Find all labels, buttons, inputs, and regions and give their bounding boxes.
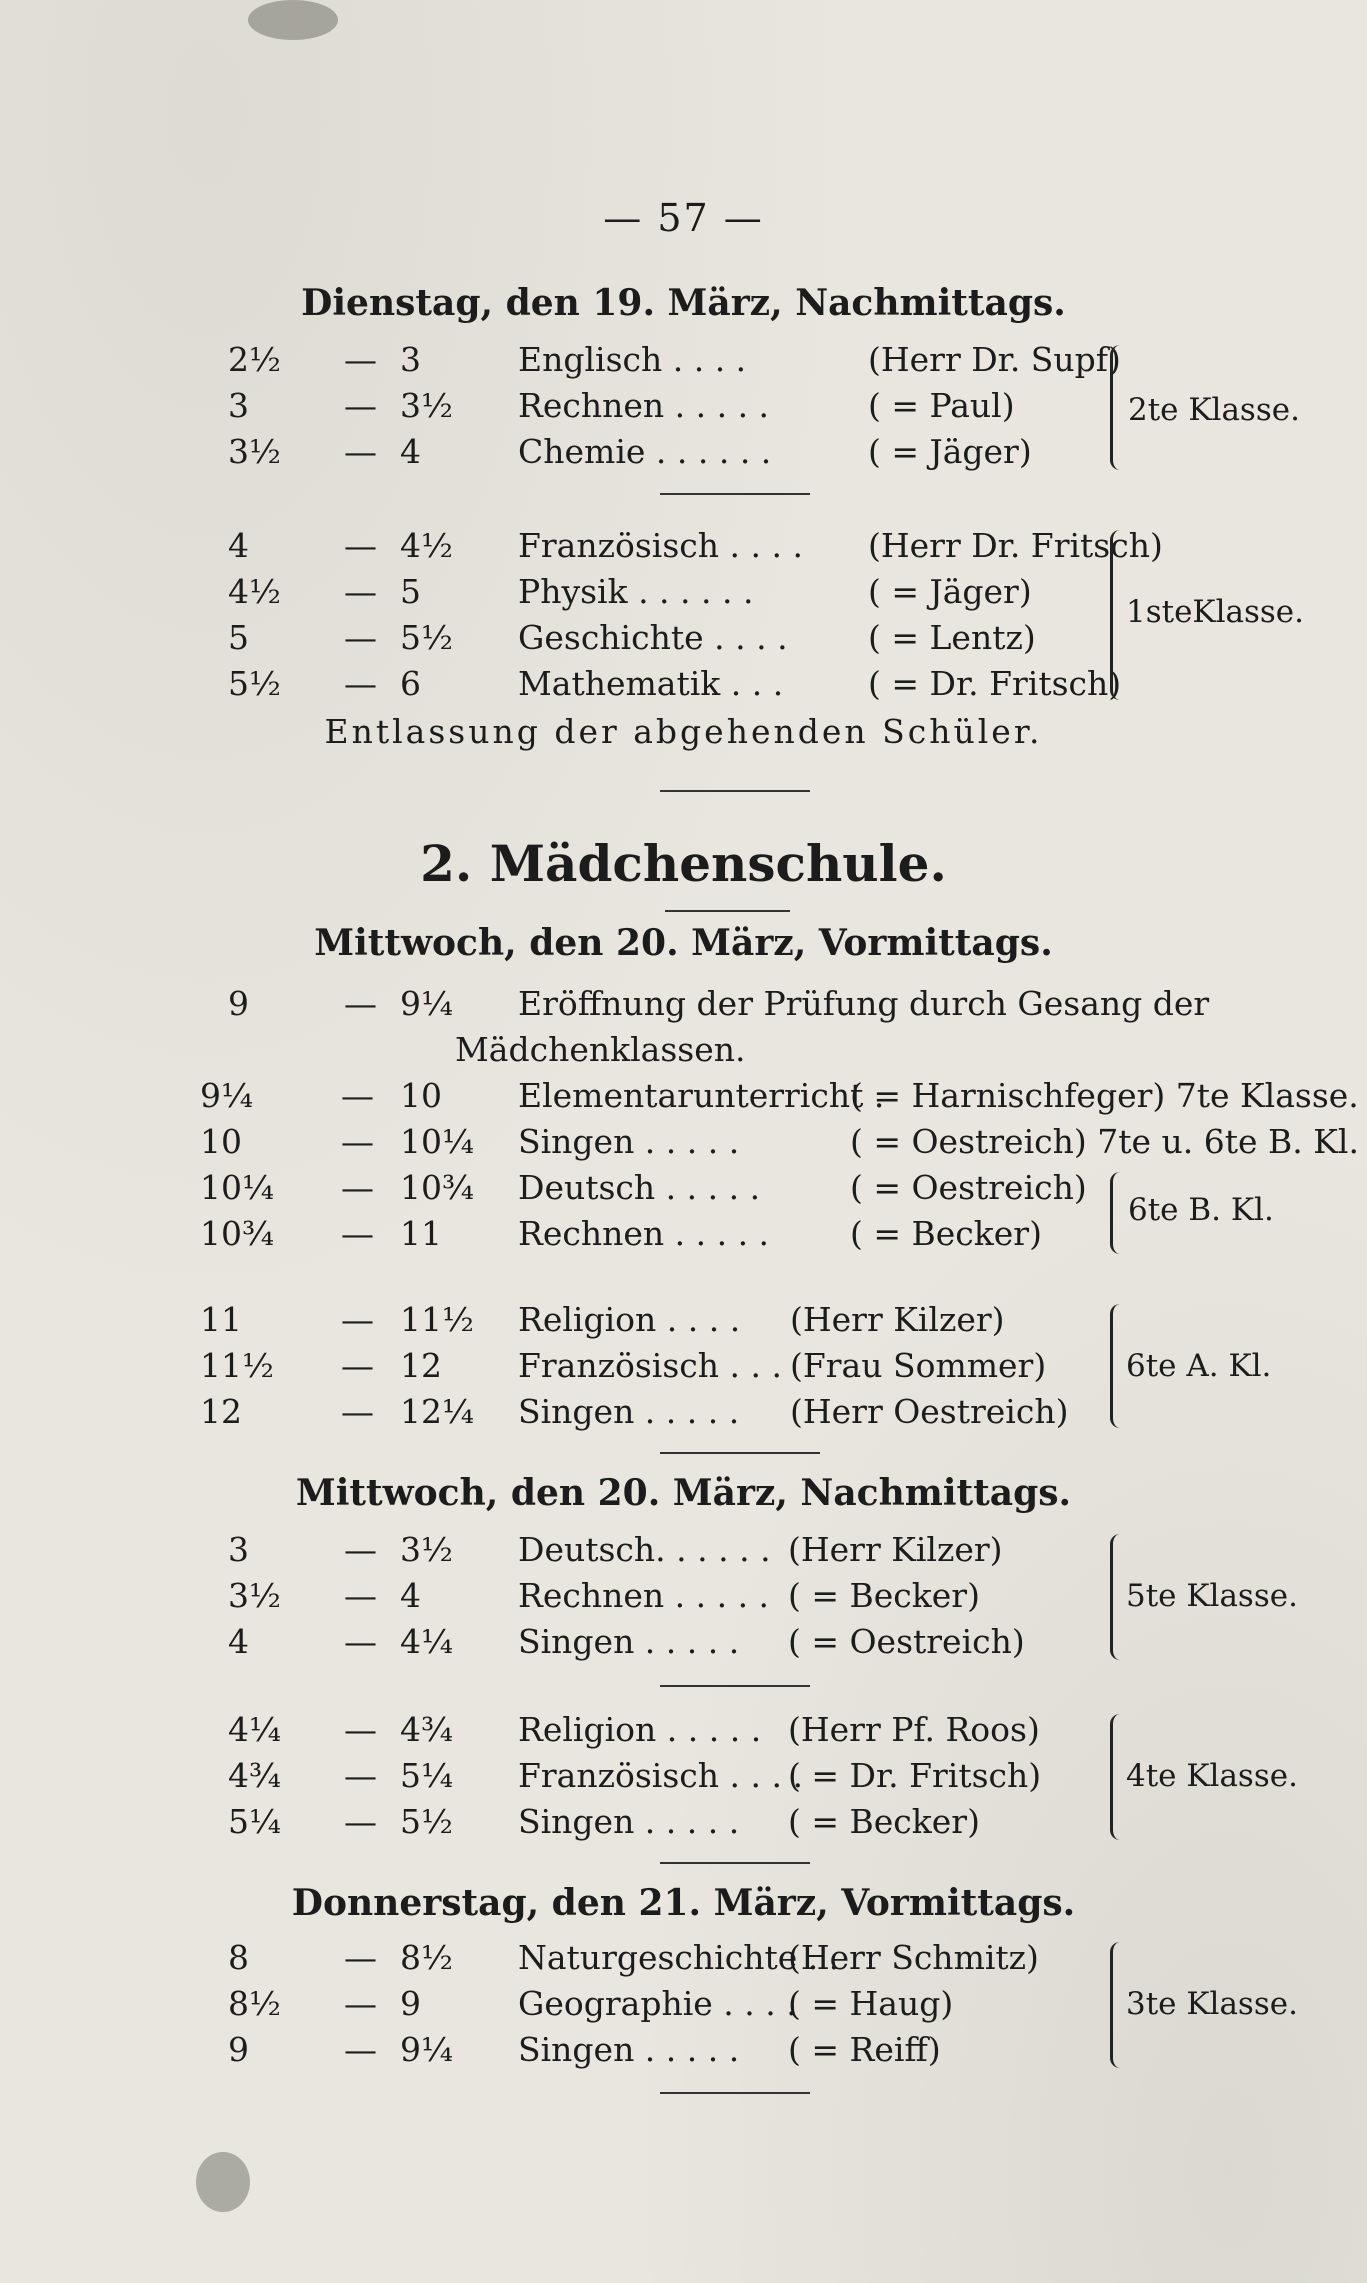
class-label: 1steKlasse. bbox=[1126, 594, 1305, 630]
schedule-row: 5 — 5½ Geschichte . . . . ( = Lentz) bbox=[228, 618, 1036, 657]
page-number: — 57 — bbox=[603, 196, 764, 240]
ink-stain bbox=[248, 0, 338, 40]
schedule-row: 3 — 3½ Deutsch. . . . . . (Herr Kilzer) bbox=[228, 1530, 1003, 1569]
ink-stain bbox=[196, 2152, 250, 2212]
dismissal-note: Entlassung der abgehenden Schüler. bbox=[324, 712, 1043, 751]
schedule-row-continuation: Mädchenklassen. bbox=[455, 1030, 746, 1069]
schedule-row: 9¼ — 10 Elementarunterricht . ( = Harnischfeger) 7te Klasse. bbox=[200, 1076, 1359, 1115]
divider bbox=[660, 790, 810, 792]
schedule-row: 12 — 12¼ Singen . . . . . (Herr Oestreich) bbox=[200, 1392, 1069, 1431]
class-brace bbox=[1110, 1942, 1125, 2068]
schedule-row: 9 — 9¼ Eröffnung der Prüfung durch Gesang der bbox=[228, 984, 1210, 1023]
class-brace bbox=[1110, 1714, 1125, 1840]
schedule-row: 5½ — 6 Mathematik . . . ( = Dr. Fritsch) bbox=[228, 664, 1122, 703]
schedule-row: 5¼ — 5½ Singen . . . . . ( = Becker) bbox=[228, 1802, 980, 1841]
schedule-row: 11½ — 12 Französisch . . . (Frau Sommer) bbox=[200, 1346, 1047, 1385]
class-label: 3te Klasse. bbox=[1126, 1986, 1298, 2022]
divider bbox=[665, 910, 790, 912]
class-label: 2te Klasse. bbox=[1128, 392, 1300, 428]
class-label: 4te Klasse. bbox=[1126, 1758, 1298, 1794]
schedule-row: 4¾ — 5¼ Französisch . . . . ( = Dr. Fritsch) bbox=[228, 1756, 1042, 1795]
schedule-row: 10¼ — 10¾ Deutsch . . . . . ( = Oestreich) bbox=[200, 1168, 1087, 1207]
schedule-row: 3 — 3½ Rechnen . . . . . ( = Paul) bbox=[228, 386, 1015, 425]
schedule-row: 11 — 11½ Religion . . . . (Herr Kilzer) bbox=[200, 1300, 1005, 1339]
schedule-row: 8 — 8½ Naturgeschichte . . (Herr Schmitz) bbox=[228, 1938, 1039, 1977]
schedule-row: 10 — 10¼ Singen . . . . . ( = Oestreich) 7te u. 6te B. Kl. bbox=[200, 1122, 1359, 1161]
schedule-row: 2½ — 3 Englisch . . . . (Herr Dr. Supf) bbox=[228, 340, 1121, 379]
day-header-dienstag: Dienstag, den 19. März, Nachmittags. bbox=[301, 282, 1066, 324]
schedule-row: 10¾ — 11 Rechnen . . . . . ( = Becker) bbox=[200, 1214, 1042, 1253]
schedule-row: 4½ — 5 Physik . . . . . . ( = Jäger) bbox=[228, 572, 1032, 611]
schedule-row: 4 — 4¼ Singen . . . . . ( = Oestreich) bbox=[228, 1622, 1025, 1661]
class-label: 6te B. Kl. bbox=[1128, 1192, 1274, 1228]
day-header-mittwoch-vormittags: Mittwoch, den 20. März, Vormittags. bbox=[314, 922, 1053, 964]
schedule-row: 4¼ — 4¾ Religion . . . . . (Herr Pf. Roos) bbox=[228, 1710, 1040, 1749]
class-brace bbox=[1110, 1304, 1125, 1428]
divider bbox=[660, 493, 810, 495]
divider bbox=[660, 1452, 820, 1454]
day-header-mittwoch-nachmittags: Mittwoch, den 20. März, Nachmittags. bbox=[295, 1472, 1072, 1514]
schedule-row: 3½ — 4 Chemie . . . . . . ( = Jäger) bbox=[228, 432, 1032, 471]
schedule-row: 9 — 9¼ Singen . . . . . ( = Reiff) bbox=[228, 2030, 941, 2069]
schedule-row: 8½ — 9 Geographie . . . . ( = Haug) bbox=[228, 1984, 954, 2023]
class-label: 5te Klasse. bbox=[1126, 1578, 1298, 1614]
schedule-row: 3½ — 4 Rechnen . . . . . ( = Becker) bbox=[228, 1576, 980, 1615]
class-brace bbox=[1110, 345, 1125, 470]
divider bbox=[660, 1685, 810, 1687]
class-brace bbox=[1110, 530, 1125, 700]
class-label: 6te A. Kl. bbox=[1126, 1348, 1272, 1384]
class-brace bbox=[1110, 1534, 1125, 1660]
class-brace bbox=[1110, 1172, 1125, 1254]
divider bbox=[660, 2092, 810, 2094]
day-header-donnerstag: Donnerstag, den 21. März, Vormittags. bbox=[291, 1882, 1076, 1924]
divider bbox=[660, 1862, 810, 1864]
school-section-title: 2. Mädchenschule. bbox=[420, 834, 947, 893]
schedule-row: 4 — 4½ Französisch . . . . (Herr Dr. Fritsch) bbox=[228, 526, 1163, 565]
